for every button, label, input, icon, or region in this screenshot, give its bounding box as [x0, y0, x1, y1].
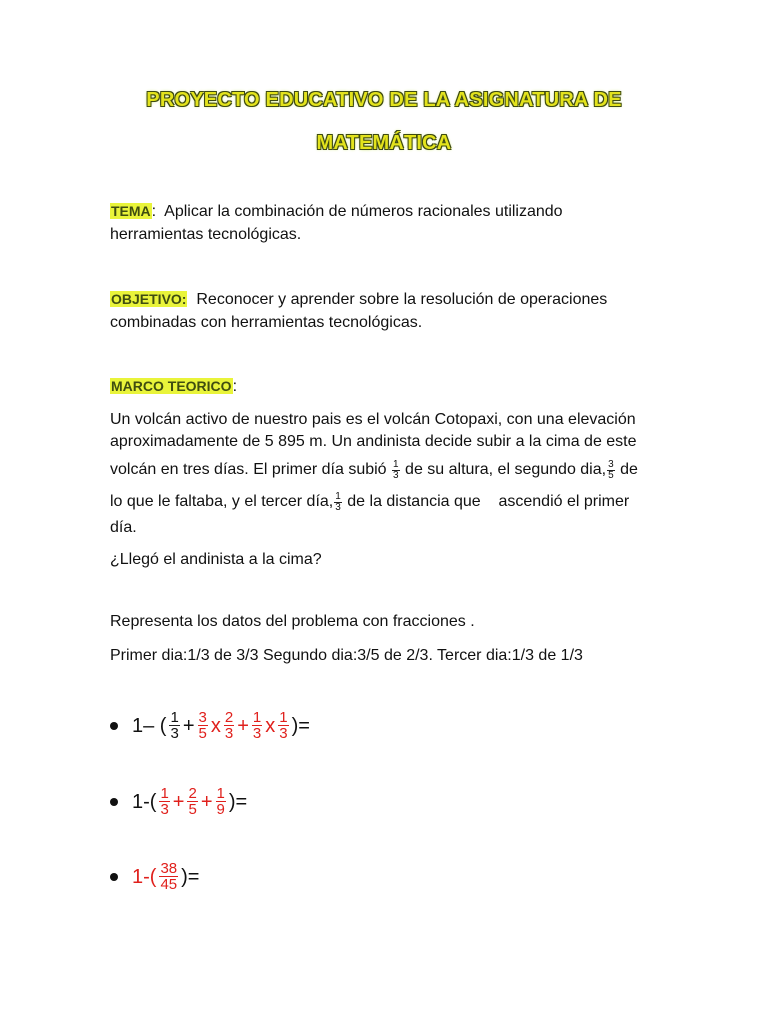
objetivo-text-line2: combinadas con herramientas tecnológicas.	[110, 314, 423, 331]
tema-text-line2: herramientas tecnológicas.	[110, 226, 302, 243]
fraction-one-third: $\frac{1}{3}$	[393, 458, 399, 481]
fraction: $\frac{2}{5}$	[188, 785, 197, 818]
document-title-line1: PROYECTO EDUCATIVO DE LA ASIGNATURA DE	[146, 89, 622, 111]
tema-text-line1: Aplicar la combinación de números racionales utilizando	[164, 203, 563, 220]
fraction: $\frac{1}{3}$	[170, 709, 179, 742]
operation-bullet-2: 1-( $\frac{1}{3}$ + $\frac{2}{5}$ + $\frac{1}{9}$ )=	[110, 786, 247, 817]
fraction: $\frac{1}{9}$	[216, 785, 225, 818]
fraction: $\frac{1}{3}$	[160, 785, 169, 818]
marco-line4: lo que le faltaba, y el tercer día, $\frac{1}{3}$ de la distancia que ascendió el primer	[110, 490, 630, 513]
objetivo-label: OBJETIVO:	[111, 291, 187, 307]
fraction: $\frac{1}{3}$	[279, 709, 288, 742]
marco-label: MARCO TEORICO	[111, 378, 232, 394]
operation-bullet-3: 1-( $\frac{38}{45}$ )=	[110, 861, 199, 892]
fraction-one-third-b: $\frac{1}{3}$	[335, 490, 341, 513]
bullet-dot	[110, 873, 118, 881]
marco-line3: volcán en tres días. El primer día subió $\frac{1}{3}$ de su altura, el segundo dia, $\frac{3}{5}$ de	[110, 458, 638, 481]
operation-bullet-1: 1– ( $\frac{1}{3}$ + $\frac{3}{5}$ x $\frac{2}{3}$ + $\frac{1}{3}$ x $\frac{1}{3}$ )=	[110, 710, 310, 741]
fraction: $\frac{3}{5}$	[198, 709, 207, 742]
tema-section: TEMA: Aplicar la combinación de números racionales utilizando herramientas tecnológicas.	[110, 203, 563, 243]
data-line: Primer dia:1/3 de 3/3 Segundo dia:3/5 de 2/3. Tercer dia:1/3 de 1/3	[110, 647, 583, 664]
marco-line5: día.	[110, 519, 137, 536]
fraction-three-fifths: $\frac{3}{5}$	[608, 458, 614, 481]
marco-heading: MARCO TEORICO:	[111, 378, 238, 395]
marco-body	[110, 409, 670, 539]
objetivo-text-line1: Reconocer y aprender sobre la resolución de operaciones	[196, 291, 608, 308]
objetivo-section	[110, 288, 670, 334]
fraction: $\frac{38}{45}$	[160, 860, 178, 893]
tema-label: TEMA	[111, 203, 151, 219]
marco-line2: aproximadamente de 5 895 m. Un andinista decide subir a la cima de este	[110, 433, 637, 450]
bullet-dot	[110, 798, 118, 806]
bullet-dot	[110, 722, 118, 730]
fraction: $\frac{1}{3}$	[252, 709, 262, 742]
marco-line1: Un volcán activo de nuestro pais es el volcán Cotopaxi, con una elevación	[110, 411, 636, 428]
fraction: $\frac{2}{3}$	[224, 709, 234, 742]
document-title-line2: MATEMÁTICA	[316, 132, 452, 154]
represent-text: Representa los datos del problema con fracciones .	[110, 613, 475, 630]
question-text: ¿Llegó el andinista a la cima?	[110, 551, 322, 568]
